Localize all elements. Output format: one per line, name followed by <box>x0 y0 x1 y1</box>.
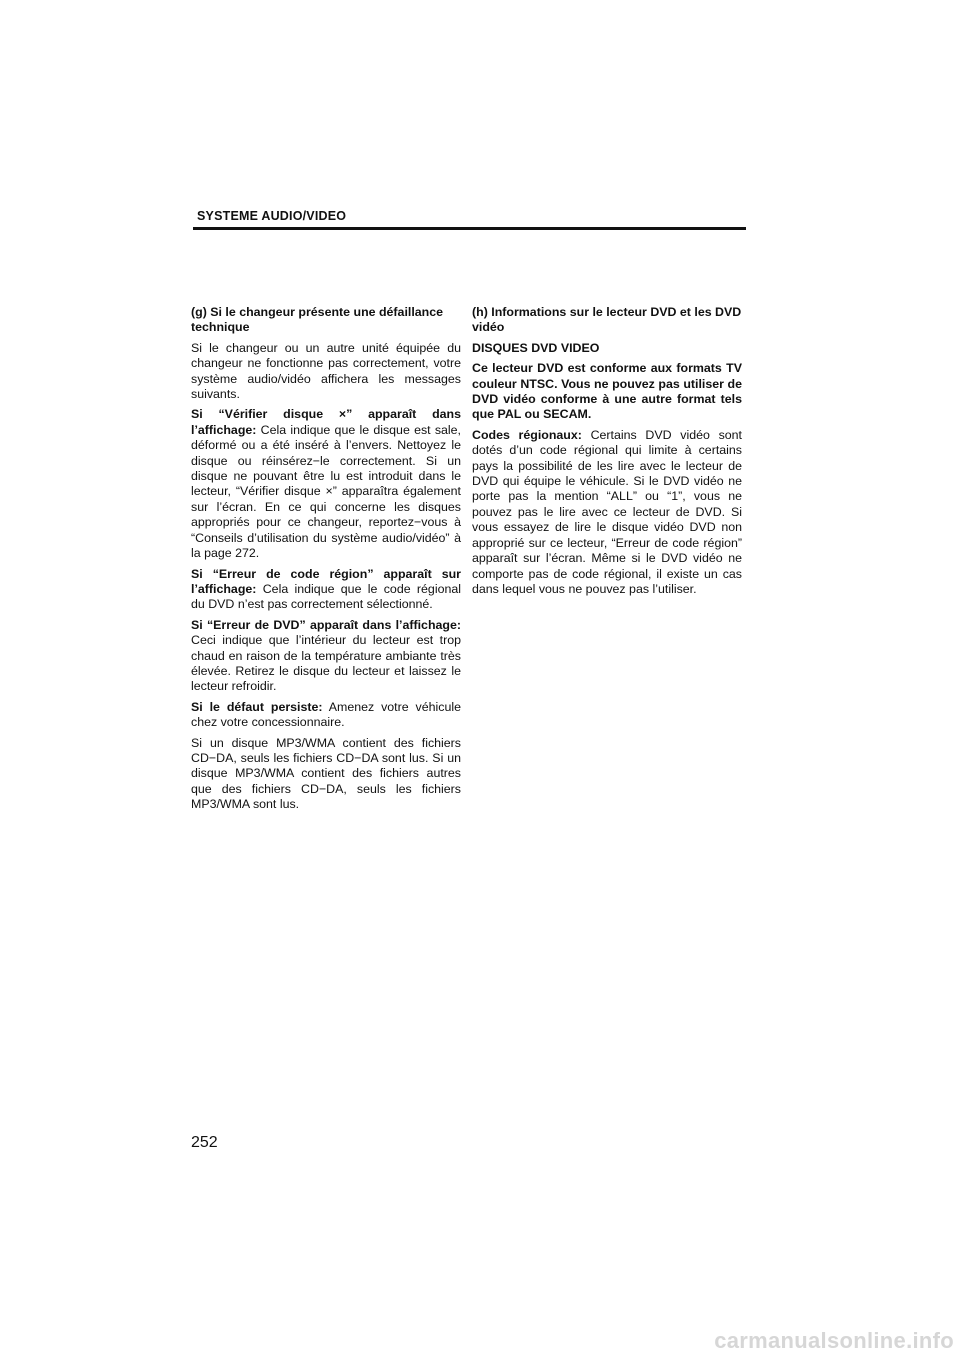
header-rule <box>193 227 746 230</box>
section-heading-g: (g) Si le changeur présente une défaillance technique <box>191 305 444 335</box>
paragraph-erreur-dvd <box>191 618 461 695</box>
paragraph-mp3-wma: Si un disque MP3/WMA contient des fichiers CD−DA, seuls les fichiers CD−DA sont lus. Si un disque MP3/WMA contient des fichiers autres que des fichiers CD−DA, seuls les fichiers MP3/WMA sont lus. <box>191 735 461 812</box>
paragraph-lead: Si “Vérifier disque ×” apparaît dans l’affichage: <box>191 407 461 437</box>
section-heading-h: (h) Informations sur le lecteur DVD et les DVD vidéo <box>472 305 742 335</box>
paragraph-body: Amenez votre véhicule chez votre concessionnaire. <box>191 699 461 730</box>
right-column <box>472 305 742 602</box>
page-header <box>193 209 746 230</box>
paragraph-defaut-persiste <box>191 700 461 731</box>
paragraph-erreur-code-region <box>191 567 461 613</box>
paragraph-body: Cela indique que le code régional du DVD n’est pas correctement sélectionné. <box>191 581 461 612</box>
paragraph-body: Ceci indique que l’intérieur du lecteur est trop chaud en raison de la température ambiante très élevée. Retirez le disque du lecteur et laissez le lecteur refroidir. <box>191 633 461 694</box>
watermark: carmanualsonline.info <box>714 1328 954 1353</box>
paragraph-body: Certains DVD vidéo sont dotés d’un code régional qui limite à certains pays la possibilité de les lire avec le lecteur de DVD qui équipe le véhicule. Si le DVD vidéo ne porte pas la mention “ALL” ou “1”, vous ne pouvez pas le lire avec ce lecteur de DVD. Si vous essayez de lire le disque vidéo DVD non approprié sur ce lecteur, “Erreur de code région” apparaît sur l’écran. Même si le DVD vidéo ne comporte pas de code régional, il existe un cas dans lequel vous ne pouvez pas l’utiliser. <box>472 427 742 596</box>
paragraph-ntsc: Ce lecteur DVD est conforme aux formats TV couleur NTSC. Vous ne pouvez pas utiliser de DVD vidéo conforme à une autre format tels que PAL ou SECAM. <box>472 361 742 422</box>
subheading-dvd-video: DISQUES DVD VIDEO <box>472 340 600 355</box>
paragraph-body: Cela indique que le disque est sale, déformé ou a été inséré à l’envers. Nettoyez le disque ou réinsérez−le correctement. Si un disque ne pouvant être lu est introduit dans le lecteur, “Vérifier disque ×” apparaîtra également sur l’écran. En ce qui concerne les disques appropriés pour ce changeur, reportez−vous à “Conseils d’utilisation du système audio/vidéo” à la page 272. <box>191 422 461 561</box>
paragraph-lead: Codes régionaux: <box>472 427 582 442</box>
paragraph-lead: Si le défaut persiste: <box>191 699 323 714</box>
paragraph-lead: Si “Erreur de code région” apparaît sur l’affichage: <box>191 566 461 596</box>
paragraph-verifier-disque <box>191 407 461 561</box>
page-number: 252 <box>191 1134 218 1151</box>
section-title: SYSTEME AUDIO/VIDEO <box>197 209 347 223</box>
intro-paragraph: Si le changeur ou un autre unité équipée du changeur ne fonctionne pas correctement, votre système audio/vidéo affichera les messages suivants. <box>191 340 461 402</box>
paragraph-codes-regionaux <box>472 428 742 597</box>
left-column <box>191 305 461 818</box>
paragraph-lead: Si “Erreur de DVD” apparaît dans l’affichage: <box>191 617 461 632</box>
